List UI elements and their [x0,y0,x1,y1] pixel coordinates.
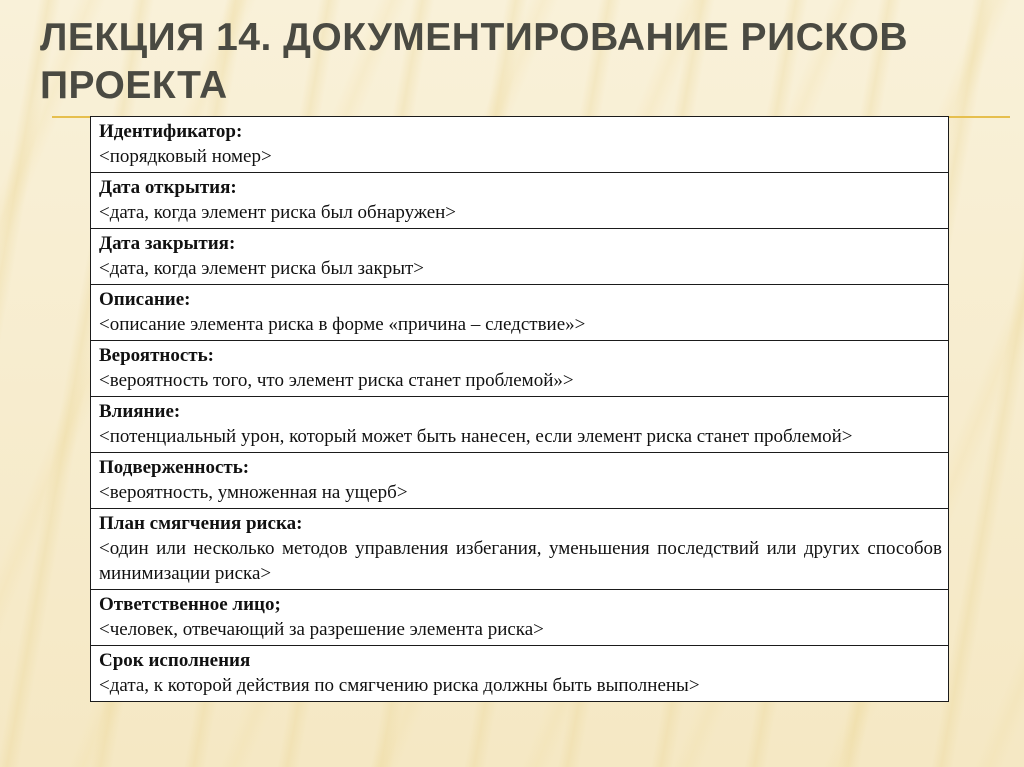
field-description: <человек, отвечающий за разрешение элемента риска> [99,619,544,640]
field-label: Дата открытия: [99,177,237,198]
table-row [91,590,949,646]
table-cell [91,590,949,646]
table-cell [91,285,949,341]
field-label: Ответственное лицо; [99,594,281,615]
field-description: <дата, к которой действия по смягчению риска должны быть выполнены> [99,675,700,696]
table-row [91,509,949,590]
field-label: Дата закрытия: [99,233,236,254]
field-label: Влияние: [99,401,181,422]
slide-title: ЛЕКЦИЯ 14. ДОКУМЕНТИРОВАНИЕ РИСКОВ ПРОЕКТА [40,16,909,107]
field-description: <вероятность того, что элемент риска станет проблемой»> [99,370,574,391]
table-cell [91,173,949,229]
field-label: Идентификатор: [99,121,243,142]
table-cell [91,453,949,509]
field-label: Вероятность: [99,345,215,366]
field-description: <вероятность, умноженная на ущерб> [99,482,408,503]
table-row [91,229,949,285]
table-row [91,117,949,173]
table-cell [91,646,949,702]
risk-fields-table [90,116,949,702]
table-row [91,397,949,453]
field-label: Подверженность: [99,457,250,478]
table-row [91,173,949,229]
table-cell [91,341,949,397]
field-description: <порядковый номер> [99,146,272,167]
table-row [91,646,949,702]
field-label: Срок исполнения [99,650,251,671]
field-description: <один или несколько методов управления избегания, уменьшения последствий или других способов минимизации риска> [99,538,942,584]
field-description: <потенциальный урон, который может быть нанесен, если элемент риска станет проблемой> [99,426,853,447]
field-description: <дата, когда элемент риска был закрыт> [99,258,425,279]
table-cell [91,117,949,173]
table-row [91,285,949,341]
table-row [91,341,949,397]
table-cell [91,397,949,453]
field-label: План смягчения риска: [99,513,303,534]
table-cell [91,509,949,590]
field-description: <дата, когда элемент риска был обнаружен> [99,202,457,223]
field-description: <описание элемента риска в форме «причина – следствие»> [99,314,586,335]
table-cell [91,229,949,285]
table-row [91,453,949,509]
field-label: Описание: [99,289,191,310]
